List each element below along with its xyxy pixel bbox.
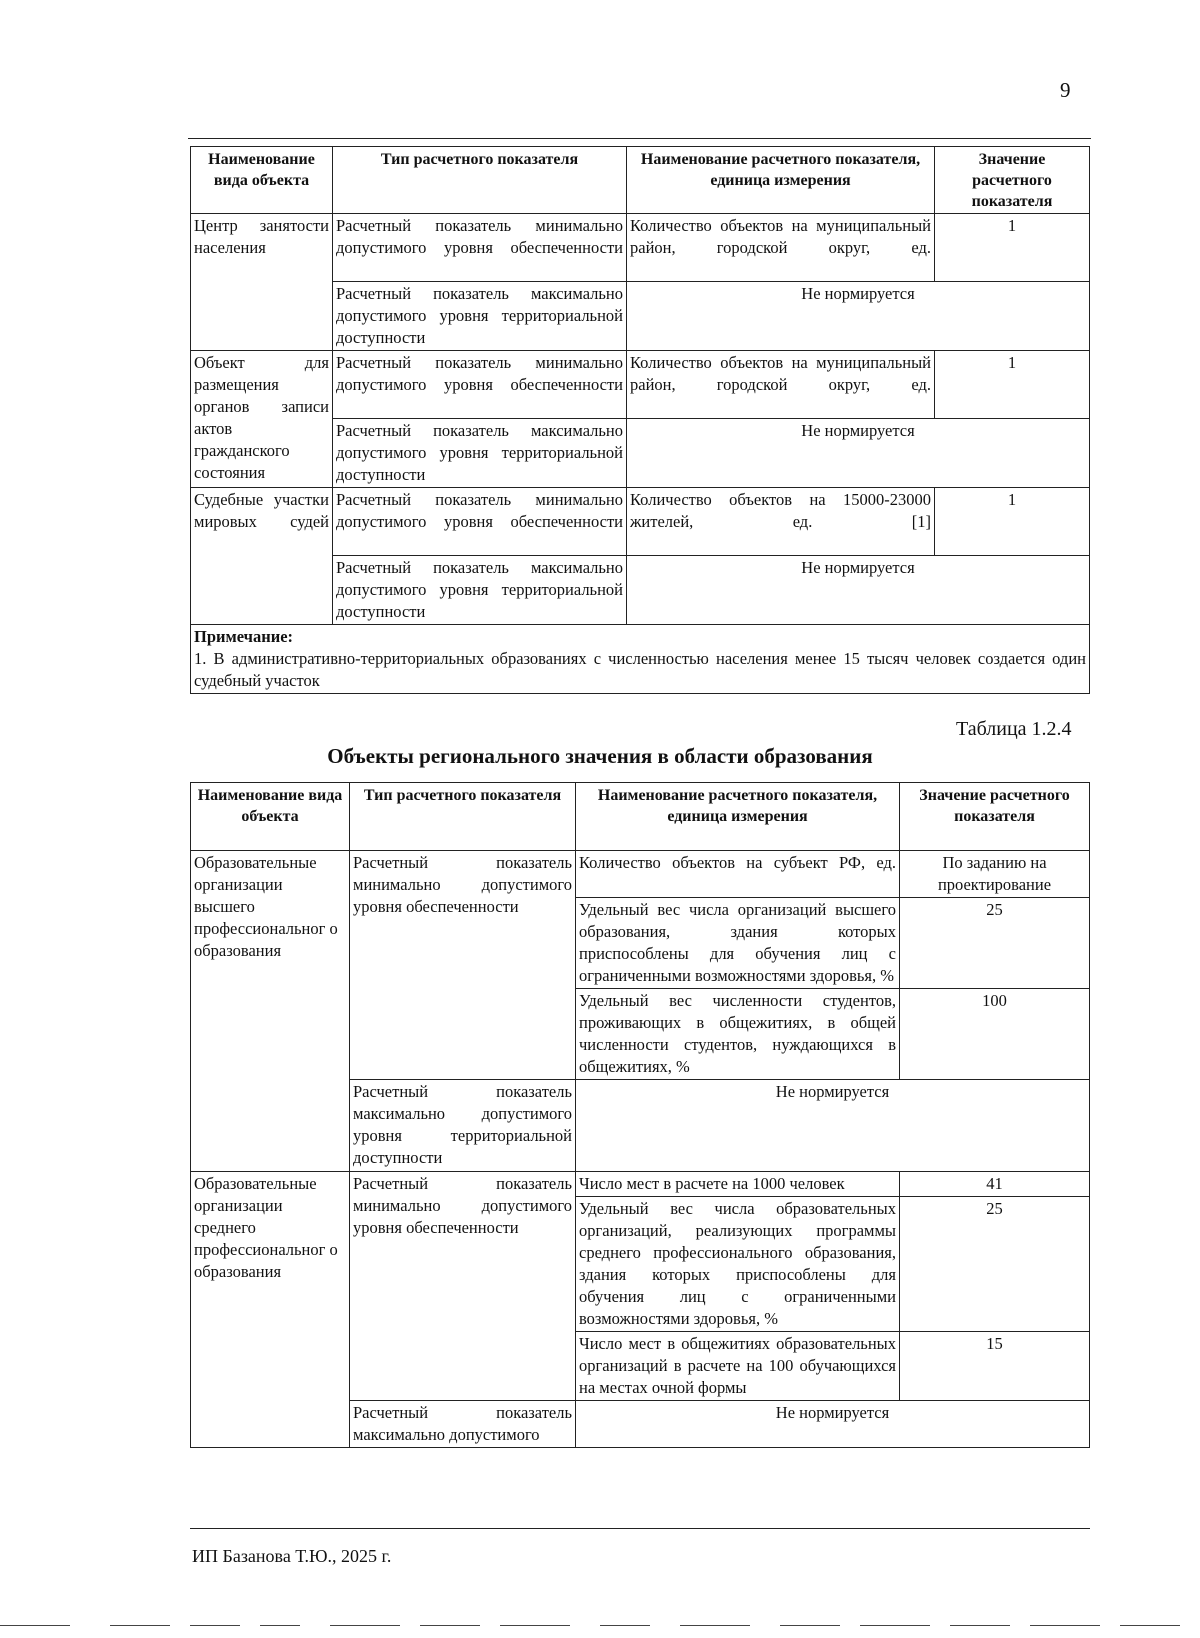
indicator-value-cell: 1: [935, 214, 1090, 282]
page-number: 9: [1060, 78, 1071, 102]
table-row: [191, 1172, 1090, 1197]
object-kind-cell: Образовательные организации среднего профессиональног о образования: [191, 1172, 350, 1448]
footer-rule: [190, 1528, 1090, 1529]
indicator-value-cell: 1: [935, 351, 1090, 419]
note-cell: [191, 625, 1090, 694]
indicator-type-cell: Расчетный показатель минимально допустимого уровня обеспеченности: [350, 1172, 576, 1401]
indicator-type-cell: Расчетный показатель максимально допустимого уровня территориальной доступности: [350, 1080, 576, 1172]
indicator-name-cell: Число мест в расчете на 1000 человек: [576, 1172, 900, 1197]
education-objects-table: [190, 782, 1090, 1448]
indicator-type-cell: Расчетный показатель минимально допустимого уровня обеспеченности: [350, 851, 576, 1080]
table-row: [191, 488, 1090, 556]
table-row: [191, 351, 1090, 419]
indicator-type-cell: Расчетный показатель максимально допустимого уровня территориальной доступности: [333, 556, 627, 625]
table-row: [191, 851, 1090, 898]
indicator-type-cell: Расчетный показатель максимально допустимого уровня территориальной доступности: [333, 419, 627, 488]
indicator-name-cell: Количество объектов на муниципальный район, городской округ, ед.: [627, 351, 935, 419]
indicator-type-cell: Расчетный показатель максимально допустимого: [350, 1401, 576, 1448]
indicator-type-cell: Расчетный показатель минимально допустимого уровня обеспеченности: [333, 214, 627, 282]
header-indicator-name: Наименование расчетного показателя, единица измерения: [576, 783, 900, 851]
indicator-value-cell: По заданию на проектирование: [900, 851, 1090, 898]
indicator-value-cell: 41: [900, 1172, 1090, 1197]
indicator-value-cell: 1: [935, 488, 1090, 556]
indicator-type-cell: Расчетный показатель минимально допустимого уровня обеспеченности: [333, 351, 627, 419]
table-caption: Таблица 1.2.4: [956, 718, 1072, 740]
header-indicator-value: Значение расчетного показателя: [900, 783, 1090, 851]
not-regulated-cell: Не нормируется: [627, 556, 1090, 625]
indicator-name-cell: Количество объектов на субъект РФ, ед.: [576, 851, 900, 898]
indicator-value-cell: 25: [900, 1197, 1090, 1332]
indicator-name-cell: Количество объектов на 15000-23000 жителей, ед. [1]: [627, 488, 935, 556]
header-indicator-type: Тип расчетного показателя: [333, 147, 627, 214]
note-label: Примечание:: [194, 627, 294, 646]
object-kind-cell: Центр занятости населения: [191, 214, 333, 351]
indicator-name-cell: Число мест в общежитиях образовательных организаций в расчете на 100 обучающихся на местах очной формы: [576, 1332, 900, 1401]
header-object-kind: Наименование вида объекта: [191, 147, 333, 214]
top-rule: [188, 138, 1091, 139]
indicator-name-cell: Удельный вес численности студентов, проживающих в общежитиях, в общей численности студентов, нуждающихся в общежитиях, %: [576, 989, 900, 1080]
table-row: [191, 214, 1090, 282]
header-object-kind: Наименование вида объекта: [191, 783, 350, 851]
indicator-name-cell: Удельный вес числа образовательных организаций, реализующих программы среднего профессионального образования, здания которых приспособлены для обучения лиц с ограниченными возможностями здоровья, %: [576, 1197, 900, 1332]
object-kind-cell: Образовательные организации высшего профессиональног о образования: [191, 851, 350, 1172]
object-kind-cell: Судебные участки мировых судей: [191, 488, 333, 625]
object-kind-cell: Объект для размещения органов записи актов гражданского состояния: [191, 351, 333, 488]
indicator-value-cell: 100: [900, 989, 1090, 1080]
note-text: 1. В административно-территориальных образованиях с численностью населения менее 15 тысяч человек создается один судебный участок: [194, 649, 1086, 690]
table-title: Объекты регионального значения в области образования: [327, 744, 873, 768]
indicator-value-cell: 15: [900, 1332, 1090, 1401]
indicator-name-cell: Удельный вес числа организаций высшего образования, здания которых приспособлены для обучения лиц с ограниченными возможностями здоровья, %: [576, 898, 900, 989]
table-header-row: [191, 147, 1090, 214]
note-row: [191, 625, 1090, 694]
header-indicator-value: Значение расчетного показателя: [935, 147, 1090, 214]
indicator-name-cell: Количество объектов на муниципальный район, городской округ, ед.: [627, 214, 935, 282]
indicator-value-cell: 25: [900, 898, 1090, 989]
not-regulated-cell: Не нормируется: [576, 1080, 1090, 1172]
not-regulated-cell: Не нормируется: [576, 1401, 1090, 1448]
indicator-type-cell: Расчетный показатель минимально допустимого уровня обеспеченности: [333, 488, 627, 556]
header-indicator-name: Наименование расчетного показателя, единица измерения: [627, 147, 935, 214]
footer-text: ИП Базанова Т.Ю., 2025 г.: [192, 1546, 392, 1566]
table-header-row: [191, 783, 1090, 851]
not-regulated-cell: Не нормируется: [627, 282, 1090, 351]
indicator-type-cell: Расчетный показатель максимально допустимого уровня территориальной доступности: [333, 282, 627, 351]
header-indicator-type: Тип расчетного показателя: [350, 783, 576, 851]
not-regulated-cell: Не нормируется: [627, 419, 1090, 488]
social-objects-table: [190, 146, 1090, 694]
